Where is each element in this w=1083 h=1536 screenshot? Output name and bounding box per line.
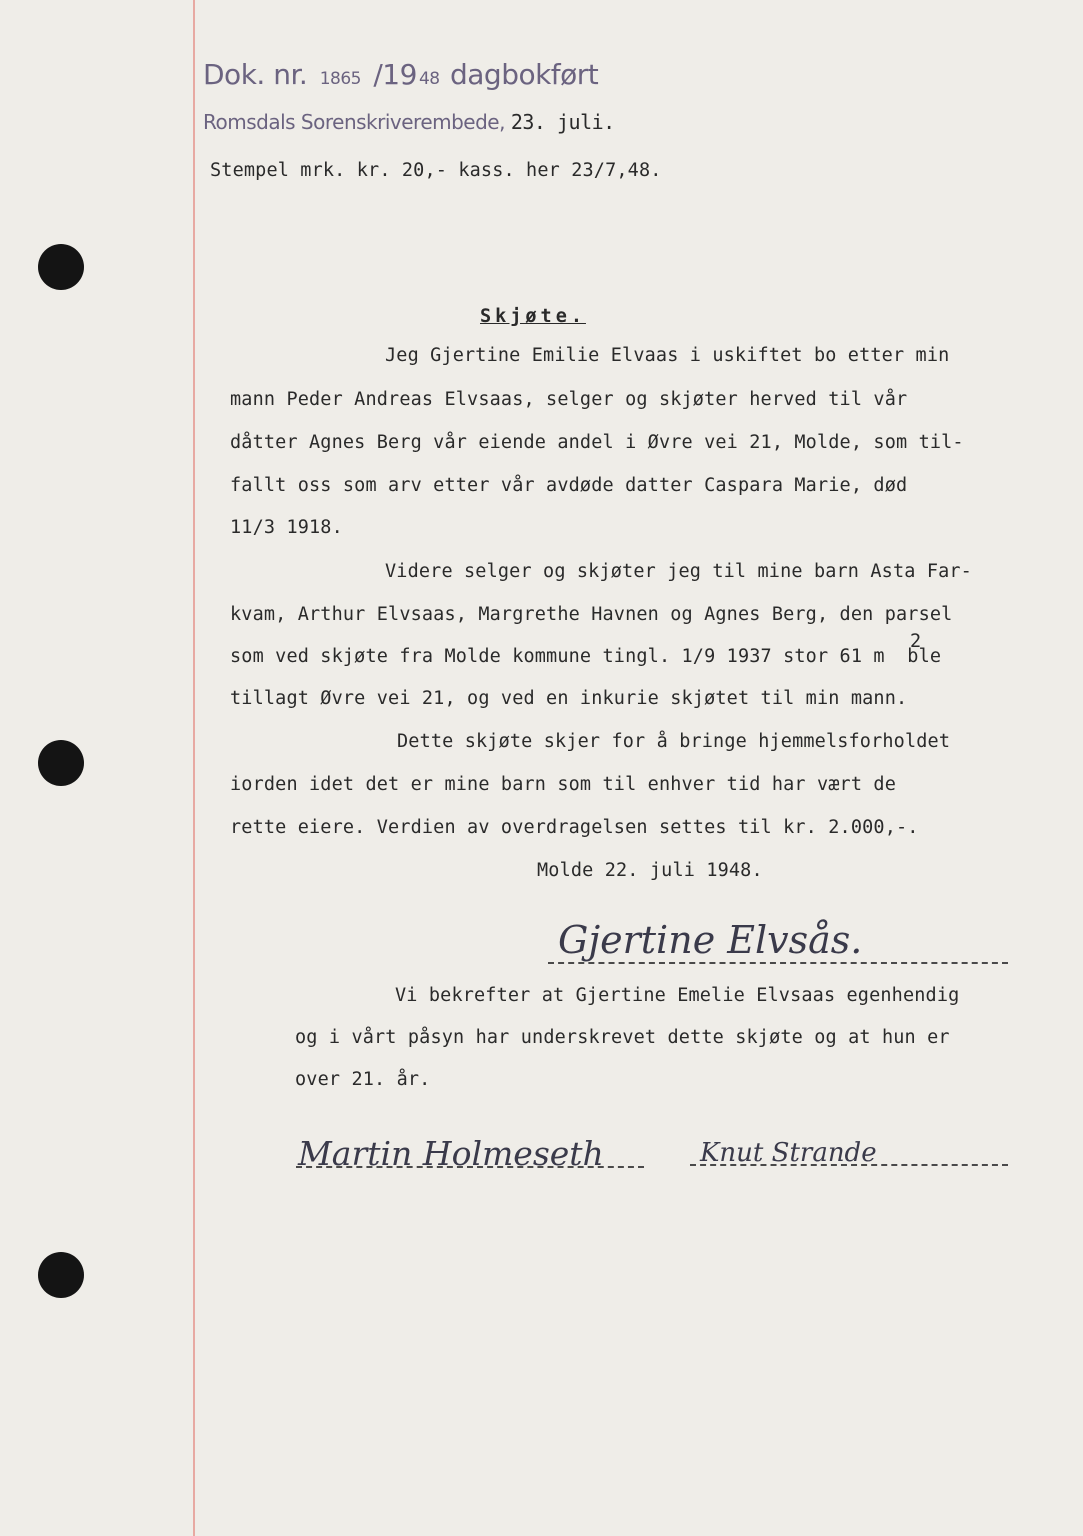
- stamp-office: Romsdals Sorenskriverembede,: [203, 110, 505, 134]
- signature-line: [548, 962, 1008, 964]
- margin-rule: [193, 0, 195, 1536]
- stamp-prefix: Dok. nr.: [203, 58, 308, 91]
- punch-hole: [38, 1252, 84, 1298]
- body-line: rette eiere. Verdien av overdragelsen settes til kr. 2.000,-.: [230, 817, 919, 838]
- stamp-line-office: [203, 110, 615, 134]
- confirm-line: Vi bekrefter at Gjertine Emelie Elvsaas egenhendig: [395, 985, 960, 1006]
- stempel-line: Stempel mrk. kr. 20,- kass. her 23/7,48.: [210, 160, 662, 181]
- stamp-number: 1865: [319, 69, 361, 89]
- stamp-year-suffix: 48: [418, 69, 440, 89]
- body-line: fallt oss som arv etter vår avdøde datter Caspara Marie, død: [230, 475, 908, 496]
- signature-line: [690, 1164, 1008, 1166]
- body-line: mann Peder Andreas Elvsaas, selger og skjøter herved til vår: [230, 389, 908, 410]
- stamp-dagbok: dagbokført: [449, 58, 599, 91]
- body-line: iorden idet det er mine barn som til enhver tid har vært de: [230, 774, 896, 795]
- signature-witness-2: Knut Strande: [700, 1138, 877, 1168]
- confirm-line: over 21. år.: [295, 1069, 431, 1090]
- body-line: kvam, Arthur Elvsaas, Margrethe Havnen og Agnes Berg, den parsel: [230, 604, 953, 625]
- punch-hole: [38, 244, 84, 290]
- stamp-date: 23. juli.: [510, 110, 615, 134]
- punch-hole: [38, 740, 84, 786]
- body-line: Molde 22. juli 1948.: [537, 860, 763, 881]
- body-line: Dette skjøte skjer for å bringe hjemmelsforholdet: [397, 731, 951, 752]
- confirm-line: og i vårt påsyn har underskrevet dette skjøte og at hun er: [295, 1027, 950, 1048]
- superscript: 2: [910, 631, 922, 652]
- body-line: Jeg Gjertine Emilie Elvaas i uskiftet bo etter min: [385, 345, 950, 366]
- signature-witness-1: Martin Holmeseth: [298, 1134, 604, 1173]
- body-line: Videre selger og skjøter jeg til mine barn Asta Far-: [385, 561, 972, 582]
- body-line: 11/3 1918.: [230, 517, 343, 538]
- document-title: Skjøte.: [480, 306, 586, 327]
- stamp-year-prefix: /19: [373, 58, 417, 91]
- body-line: som ved skjøte fra Molde kommune tingl. 1/9 1937 stor 61 m ble: [230, 646, 942, 667]
- signature-line: [296, 1166, 644, 1168]
- signature-grantor: Gjertine Elvsås.: [558, 918, 863, 962]
- stamp-line-doc-nr: [203, 58, 598, 91]
- body-line: tillagt Øvre vei 21, og ved en inkurie skjøtet til min mann.: [230, 688, 908, 709]
- body-line: dåtter Agnes Berg vår eiende andel i Øvre vei 21, Molde, som til-: [230, 432, 964, 453]
